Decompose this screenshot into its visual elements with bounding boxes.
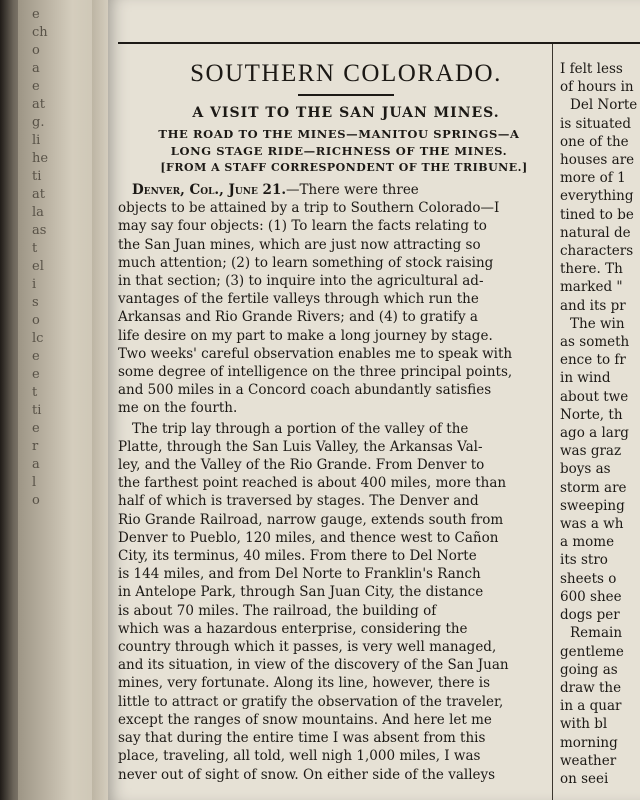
text-line: life desire on my part to make a long journey by stage. bbox=[118, 327, 493, 344]
adjacent-text-line: I felt less bbox=[560, 61, 623, 77]
adjacent-text-line: going as bbox=[560, 661, 618, 678]
text-line: may say four objects: (1) To learn the facts relating to bbox=[118, 218, 487, 235]
left-page-edge bbox=[18, 0, 96, 800]
adjacent-text-line: storm are bbox=[560, 479, 627, 496]
adjacent-text-line: 600 shee bbox=[560, 588, 622, 605]
adjacent-text-line: dogs per bbox=[560, 607, 620, 624]
text-line: the San Juan mines, which are just now attracting so bbox=[118, 236, 481, 253]
text-line: ley, and the Valley of the Rio Grande. From Denver to bbox=[118, 457, 485, 474]
adjacent-text-line: in a quar bbox=[560, 698, 622, 715]
adjacent-text-line: everything bbox=[560, 188, 634, 205]
adjacent-text-line: characters bbox=[560, 243, 634, 260]
deck bbox=[134, 126, 544, 160]
text-line: objects to be attained by a trip to Southern Colorado—I bbox=[118, 200, 500, 217]
adjacent-text-line: is situated bbox=[560, 115, 632, 132]
adjacent-text-line: a mome bbox=[560, 534, 615, 551]
adjacent-text-line: gentleme bbox=[560, 643, 624, 660]
text-line: half of which is traversed by stages. The Denver and bbox=[118, 493, 479, 510]
adjacent-text-line: morning bbox=[560, 734, 618, 751]
adjacent-text-line: as someth bbox=[560, 334, 630, 351]
adjacent-text-line: natural de bbox=[560, 224, 631, 241]
adjacent-text-line: tined to be bbox=[560, 206, 634, 223]
adjacent-text-line: ence to fr bbox=[560, 352, 626, 369]
text-line: place, traveling, all told, well nigh 1,000 miles, I was bbox=[118, 748, 481, 765]
adjacent-text-line: in wind bbox=[560, 370, 611, 387]
dateline: Denver, Col., June 21. bbox=[132, 182, 287, 198]
left-page-text-fragments: e ch o a e at g. li he ti at la as t el i s o lc e e t ti e r a l o bbox=[32, 7, 49, 508]
adjacent-text-line: one of the bbox=[560, 133, 629, 150]
adjacent-text-line: was graz bbox=[560, 443, 622, 460]
text-line: little to attract or gratify the observation of the traveler, bbox=[118, 693, 504, 710]
deck-line: LONG STAGE RIDE—RICHNESS OF THE MINES. bbox=[170, 144, 508, 158]
newspaper-page bbox=[108, 0, 640, 800]
text-line: is about 70 miles. The railroad, the building of bbox=[118, 602, 437, 619]
adjacent-text-line: ago a larg bbox=[560, 425, 629, 442]
text-line: vantages of the fertile valleys through which run the bbox=[118, 291, 479, 308]
text-line: and its situation, in view of the discovery of the San Juan bbox=[118, 657, 509, 674]
article-body bbox=[118, 181, 544, 784]
text-line: the farthest point reached is about 400 miles, more than bbox=[118, 475, 507, 492]
headline-dash bbox=[298, 94, 394, 96]
adjacent-text-line: boys as bbox=[560, 461, 611, 478]
text-line: Two weeks' careful observation enables me to speak with bbox=[118, 345, 513, 362]
headline: SOUTHERN COLORADO. bbox=[190, 60, 502, 87]
adjacent-text-line: draw the bbox=[560, 679, 622, 696]
text-line: in that section; (3) to inquire into the agricultural ad- bbox=[118, 273, 484, 290]
text-line: me on the fourth. bbox=[118, 400, 238, 417]
text-line: never out of sight of snow. On either side of the valleys bbox=[118, 766, 496, 783]
text-line: which was a hazardous enterprise, considering the bbox=[118, 620, 468, 637]
adjacent-text-line: there. Th bbox=[560, 261, 623, 278]
column-rule bbox=[552, 44, 553, 800]
adjacent-text-line: more of 1 bbox=[560, 170, 626, 187]
text-line: country through which it passes, is very well managed, bbox=[118, 639, 497, 656]
adjacent-text-line: its stro bbox=[560, 552, 608, 569]
text-line: Arkansas and Rio Grande Rivers; and (4) to gratify a bbox=[118, 309, 478, 326]
adjacent-text-line: marked " bbox=[560, 279, 623, 296]
adjacent-text-line: weather bbox=[560, 752, 617, 769]
text-line: much attention; (2) to learn something of stock raising bbox=[118, 254, 494, 271]
deck-line: THE ROAD TO THE MINES—MANITOU SPRINGS—A bbox=[158, 127, 520, 141]
adjacent-text-line: Norte, th bbox=[560, 406, 623, 423]
text-line: The trip lay through a portion of the valley of the bbox=[132, 420, 469, 437]
subhead: A VISIT TO THE SAN JUAN MINES. bbox=[192, 105, 500, 121]
top-rule bbox=[118, 42, 640, 44]
text-line: City, its terminus, 40 miles. From there to Del Norte bbox=[118, 548, 477, 565]
adjacent-text-line: sweeping bbox=[560, 497, 625, 514]
adjacent-text-line: with bl bbox=[560, 716, 608, 733]
text-line: Platte, through the San Luis Valley, the Arkansas Val- bbox=[118, 438, 483, 455]
text-line: except the ranges of snow mountains. And here let me bbox=[118, 711, 492, 728]
adjacent-text-line: The win bbox=[570, 315, 625, 332]
text-line: some degree of intelligence on the three principal points, bbox=[118, 364, 513, 381]
article-column bbox=[108, 48, 544, 800]
paragraph-2 bbox=[118, 420, 544, 784]
adjacent-text-line: about twe bbox=[560, 388, 629, 405]
adjacent-text-line: Remain bbox=[570, 625, 623, 642]
text-line: in Antelope Park, through San Juan City, the distance bbox=[118, 584, 484, 601]
text-line: Denver, Col., June 21.—There were three bbox=[132, 182, 419, 198]
adjacent-text-line: of hours in bbox=[560, 79, 634, 96]
adjacent-text-line: Del Norte bbox=[570, 97, 638, 114]
credit-line: [FROM A STAFF CORRESPONDENT OF THE TRIBUNE.] bbox=[160, 161, 528, 174]
adjacent-text-line: houses are bbox=[560, 152, 635, 169]
text-line: say that during the entire time I was absent from this bbox=[118, 730, 486, 747]
text-line: is 144 miles, and from Del Norte to Franklin's Ranch bbox=[118, 566, 481, 583]
adjacent-text-line: and its pr bbox=[560, 297, 626, 314]
text-line: Rio Grande Railroad, narrow gauge, extends south from bbox=[118, 511, 504, 528]
adjacent-text-line: was a wh bbox=[560, 516, 624, 533]
text-line: and 500 miles in a Concord coach abundantly satisfies bbox=[118, 382, 492, 399]
text-line: mines, very fortunate. Along its line, however, there is bbox=[118, 675, 491, 692]
adjacent-text-line: on seei bbox=[560, 770, 609, 787]
adjacent-column bbox=[560, 60, 640, 800]
paragraph-1 bbox=[118, 181, 544, 418]
adjacent-text-line: sheets o bbox=[560, 570, 617, 587]
text-line: Denver to Pueblo, 120 miles, and thence west to Cañon bbox=[118, 529, 499, 546]
